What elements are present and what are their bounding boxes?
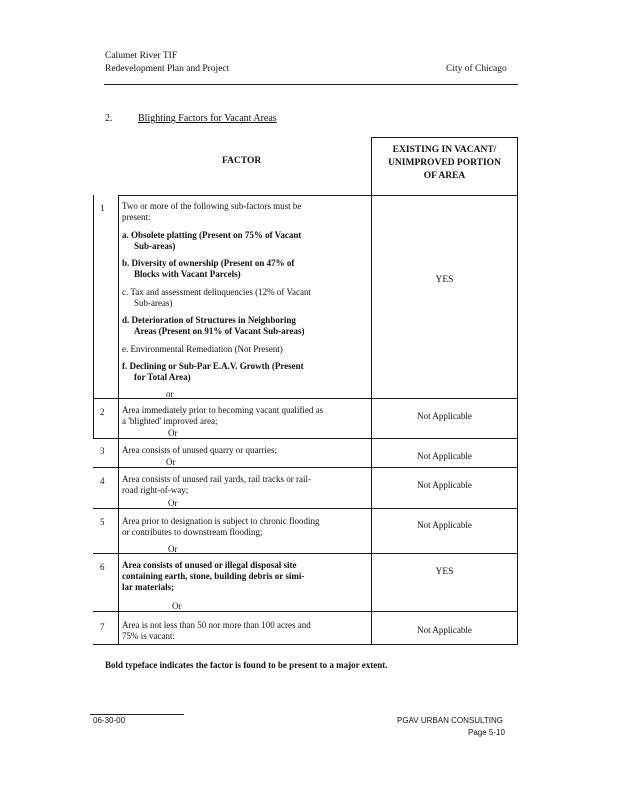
or-label: Or [168,544,178,554]
table-right-border [517,137,518,645]
subfactor-f: f. Declining or Sub-Par E.A.V. Growth (Present for Total Area) [122,361,304,382]
footer-firm: PGAV URBAN CONSULTING [397,716,503,725]
header-plan-subtitle: Redevelopment Plan and Project [105,64,230,74]
table-left-border [93,195,94,438]
or-label: Or [172,601,182,611]
row-4-factor: Area consists of unused rail yards, rail tracks or rail- road right-of-way; [122,474,311,495]
row-5-status: Not Applicable [417,520,472,530]
row-rule-1 [93,398,518,399]
or-label: or [166,389,174,399]
row-7-factor: Area is not less than 50 nor more than 100 acres and 75% is vacant: [122,620,311,641]
factor-column-header: FACTOR [222,156,262,166]
header-plan-name: Calumet River TIF [105,51,178,61]
or-label: Or [166,457,176,467]
or-label: Or [168,498,178,508]
row-number: 4 [100,476,105,486]
row-5-factor: Area prior to designation is subject to chronic flooding or contributes to downstream flooding; [122,516,320,537]
row-6-status: YES [435,567,454,577]
footer-page: Page 5-10 [468,728,505,737]
section-title: Blighting Factors for Vacant Areas [138,113,277,124]
row-4-status: Not Applicable [417,480,472,490]
row-2-factor: Area immediately prior to becoming vacant qualified as a 'blighted' improved area; [122,405,324,426]
subfactor-a: a. Obsolete platting (Present on 75% of Vacant Sub-areas) [122,230,302,251]
row-6-factor: Area consists of unused or illegal disposal site containing earth, stone, building debris or simi- lar materials; [122,560,305,592]
subfactor-b: b. Diversity of ownership (Present on 47% of Blocks with Vacant Parcels) [122,258,295,279]
existing-column-header: EXISTING IN VACANT/ UNIMPROVED PORTION OF AREA [388,145,501,181]
subfactor-c: c. Tax and assessment delinquencies (12% of Vacant Sub-areas) [122,287,311,308]
or-label: Or [168,428,178,438]
row-rule-2 [93,438,518,439]
row-number: 7 [100,622,105,632]
row-3-factor: Area consists of unused quarry or quarries; [122,445,277,455]
row-1-status: YES [435,275,454,285]
header-city: City of Chicago [446,64,507,74]
row-rule-6 [93,611,518,612]
subfactor-d: d. Deterioration of Structures in Neighboring Areas (Present on 91% of Vacant Sub-areas) [122,315,305,336]
bold-typeface-note: Bold typeface indicates the factor is found to be present to a major extent. [105,660,388,670]
header-bottom-rule [118,195,518,196]
row-1-intro: Two or more of the following sub-factors must be present: [122,201,302,222]
row-number: 5 [100,517,105,527]
row-number: 6 [100,562,105,572]
num-column-divider [118,195,119,645]
header-top-rule [371,137,518,138]
row-2-status: Not Applicable [417,411,472,421]
section-number: 2. [105,113,113,124]
header-rule [104,84,518,85]
row-rule-3 [93,467,518,468]
row-rule-5 [93,553,518,554]
row-7-status: Not Applicable [417,625,472,635]
footer-rule [90,714,184,715]
footer-date: 06-30-00 [93,716,126,725]
subfactor-e: e. Environmental Remediation (Not Present) [122,344,283,354]
row-rule-4 [93,508,518,509]
row-number: 2 [100,407,105,417]
row-3-status: Not Applicable [417,451,472,461]
row-number: 3 [100,446,105,456]
row-number: 1 [100,203,105,213]
table-bottom-rule [93,644,518,645]
